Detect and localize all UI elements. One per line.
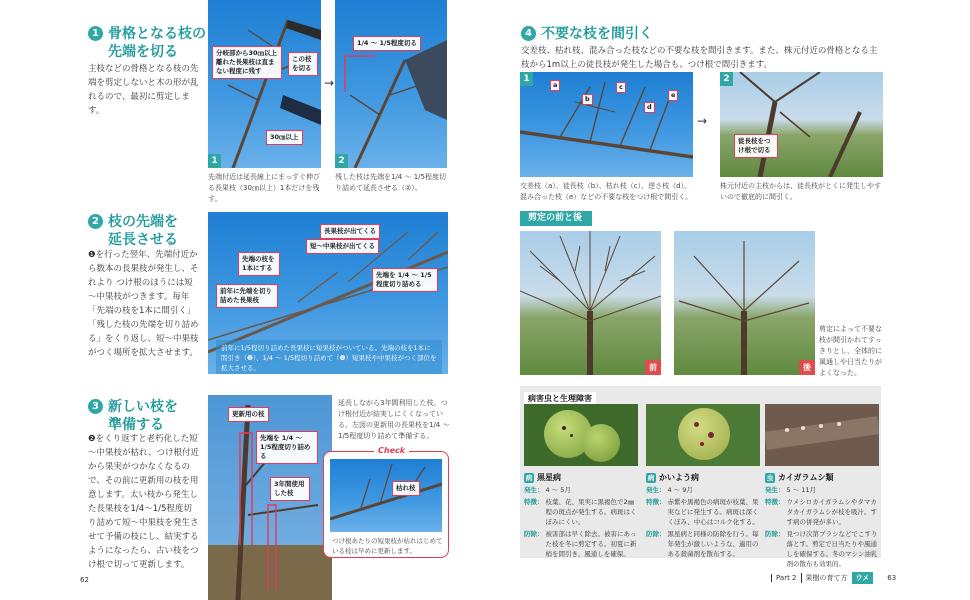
pest-header: 病害虫と生理障害 xyxy=(524,392,596,406)
photo-4-2 xyxy=(720,72,883,177)
arrow-right-icon: → xyxy=(324,76,335,90)
label-cut-branch: この枝を切る xyxy=(288,52,318,76)
photo-4-1 xyxy=(520,72,693,177)
label-dead-branch: 枯れ枝 xyxy=(392,481,420,496)
section-2-title: 2 枝の先端を 延長させる xyxy=(88,213,178,249)
pest-photo-2 xyxy=(646,404,760,466)
mark-c: c xyxy=(616,82,626,93)
label-cut-tip: 先端を 1/4 ～ 1/5程度切り詰める xyxy=(372,268,438,292)
photo-number: 1 xyxy=(208,154,221,168)
before-after-caption: 剪定によって不要な枝が間引かれてすっきりとし、全体的に風通しや日当たりがよくなった。 xyxy=(819,325,882,377)
page-number: 63 xyxy=(887,574,897,582)
section-number: 3 xyxy=(88,399,103,414)
section-number: 2 xyxy=(88,214,103,229)
before-after-band: 剪定の前と後 xyxy=(520,211,592,226)
label-3year-branch: 3年間使用した枝 xyxy=(270,477,310,501)
check-box xyxy=(323,446,449,558)
photo-1-2 xyxy=(335,0,447,168)
pest-text-3: 虫 カイガラムシ類 発生： 5 ～ 11月 特徴： ウメシロカイガラムシやタマカタカイガラムシが枝を吸汁。すす病の併発が多い。 防除： 見つけ次第ブラシなどでこすり落とす。剪定で日当たりや風通しを確保する。冬のマシン油乳剤の散布も効果的。 xyxy=(765,473,878,568)
footer-tag: ウメ xyxy=(852,572,874,584)
label-prev-year: 前年に先端を切り詰めた長果枝 xyxy=(216,284,278,308)
after-tag: 後 xyxy=(799,360,815,375)
photo-number: 2 xyxy=(720,72,733,86)
label-30cm: 30㎝以上 xyxy=(266,130,303,145)
section-2-body: ❶を行った翌年、先端付近から数本の長果枝が発生し、それより つけ根のほうには短～中果枝がつきます。毎年「先端の枝を1本に間引く」「残した枝の先端を切り詰める」をくり返し、短～中果枝がつく場所を拡大させます。 xyxy=(88,250,199,358)
pest-card-2 xyxy=(646,404,760,466)
label-water-shoot: 徒長枝をつけ根で切る xyxy=(734,134,778,158)
check-caption: つけ根あたりの短果枝が枯れはじめている枝は早めに更新します。 xyxy=(332,537,443,555)
photo-2-caption: 前年に1/5程切り詰めた長果枝に短果枝がついている。先端の枝を1本に間引き（❶）、1/4 ～ 1/5程切り詰めて（❷）短果枝や中果枝がつく部位を拡大させる。 xyxy=(216,340,442,374)
label-renewal-branch: 更新用の枝 xyxy=(228,407,269,422)
photo-4-1-caption: 交差枝（a）、徒長枝（b）、枯れ枝（c）、逆さ枝（d）、混み合った枝（e）などの不要な枝をつけ根で間引く。 xyxy=(520,182,693,201)
photo-4-2-caption: 株元付近の主枝からは、徒長枝がとくに発生しやすいので徹底的に間引く。 xyxy=(720,182,881,201)
section-3-title: 3 新しい枝を 準備する xyxy=(88,398,178,434)
section-3-side-note: 延長しながら3年間利用した枝。つけ根付近が結実しにくくなっている。左図の更新用の長果枝を1/4 ～ 1/5程度切り詰めて準備する。 xyxy=(338,399,450,440)
pest-photo-3 xyxy=(765,404,879,466)
section-3-body: ❷をくり返すと老朽化した短～中果枝が枯れ、つけ根付近から果実がつかなくなるので、その前に更新用の枝を用意します。太い枝から発生した長果枝を1/4～1/5程度切り詰めて短～中果枝を発生させて予備の枝にし、結実するようになったら、古い枝をつけ根で切って更新します。 xyxy=(88,434,200,570)
before-tag: 前 xyxy=(645,360,661,375)
photo-1-2-caption: 残した枝は先端を1/4 ～ 1/5程度切り詰めて延長させる（②）。 xyxy=(335,173,446,192)
page-number: 62 xyxy=(80,576,89,584)
section-4-title: 4 不要な枝を間引く xyxy=(521,25,653,43)
label-keep-branch: 分岐部から30㎝以上離れた長果枝は直まない程度に残す xyxy=(212,46,282,79)
right-page xyxy=(485,0,970,600)
section-1-title: 1 骨格となる枝の 先端を切る xyxy=(88,25,206,61)
photo-number: 1 xyxy=(520,72,533,86)
mark-b: b xyxy=(582,94,593,105)
photo-1-1 xyxy=(208,0,321,168)
arrow-right-icon: → xyxy=(697,114,708,128)
label-short-shoots: 短～中果枝が出てくる xyxy=(306,239,379,254)
check-photo xyxy=(330,459,442,532)
label-long-shoots: 長果枝が出てくる xyxy=(320,224,380,239)
section-4-body: 交差枝、枯れ枝、混み合った枝などの不要な枝を間引きます。また、株元付近の骨格となる主枝から1m以上の徒長枝が発生した場合も、つけ根で間引きます。 xyxy=(521,46,878,70)
pest-card-1 xyxy=(524,404,638,466)
check-title: Check xyxy=(374,446,409,455)
photo-1-1-caption: 先端付近は延長線上にまっすぐ伸びる長果枝（30㎝以上）1本だけを残す。 xyxy=(208,173,320,203)
photo-2 xyxy=(208,212,448,374)
page-footer xyxy=(771,572,896,584)
mark-d: d xyxy=(644,102,655,113)
pest-text-1: 病 黒星病 発生： 4 ～ 5月 特徴： 枝葉、花、果実に黒褐色で2㎜程の斑点が発生する。病斑はくぼみにくい。 防除： 被害部は早く除去。被害にあった枝を冬に剪定する。初夏に新梢を間引き、風通しを確保。 xyxy=(524,473,637,558)
after-photo xyxy=(674,231,815,375)
photo-number: 2 xyxy=(335,154,348,168)
photo-3 xyxy=(208,395,332,600)
pest-photo-1 xyxy=(524,404,638,466)
mark-e: e xyxy=(668,90,678,101)
footer-title: 果樹の育て方 xyxy=(801,573,848,583)
label-cut-tip: 先端を 1/4 ～ 1/5程度切り詰める xyxy=(256,431,318,464)
pest-card-3 xyxy=(765,404,879,466)
section-1-body: 主枝などの骨格となる枝の先端を剪定しないと木の形が乱れるので、最初に剪定します。 xyxy=(88,64,199,116)
pest-text-2: 病 かいよう病 発生： 4 ～ 9月 特徴： 赤紫や黒褐色の病斑が枝葉、果実などに発生する。病斑は深くくぼみ、中心はコルク化する。 防除： 黒星病と同様の防除を行う。毎年発生が激しいような、適用のある殺菌剤を散布する。 xyxy=(646,473,759,558)
label-one-branch: 先端の枝を1本にする xyxy=(238,252,280,276)
label-quarter-cut: 1/4 ～ 1/5程度切る xyxy=(353,36,421,51)
section-number: 4 xyxy=(521,26,536,41)
section-number: 1 xyxy=(88,26,103,41)
footer-part: Part 2 xyxy=(771,574,797,582)
mark-a: a xyxy=(550,80,560,91)
before-photo xyxy=(520,231,661,375)
